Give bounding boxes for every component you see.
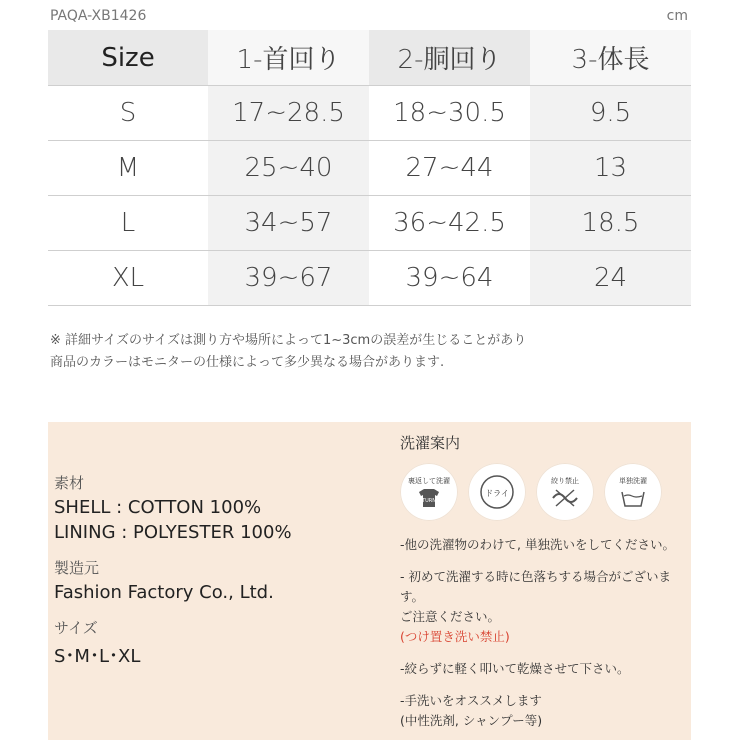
product-info-panel [48,422,691,740]
header-size: Size [48,30,208,85]
dry-icon [468,463,526,521]
header-neck: 1-首回り [208,30,369,85]
header-length: 3-体長 [530,30,691,85]
maker-group [54,557,292,603]
spec-column [54,472,292,682]
size-table-header [48,30,691,86]
material-label: 素材 [54,474,85,492]
hand-wash-icon [604,463,662,521]
wash-icons [400,463,690,521]
cell-chest: 27~44 [405,153,494,183]
table-row [48,86,691,141]
cell-size: S [119,98,137,128]
cell-chest: 18~30.5 [393,98,506,128]
instruction-line: -他の洗濯物のわけて, 単独洗いをしてください。 [400,537,675,552]
instruction-line: -絞らずに軽く叩いて乾燥させて下さい。 [400,661,630,676]
maker-label: 製造元 [54,559,100,577]
cell-neck: 25~40 [208,141,369,195]
size-label: サイズ [54,619,98,637]
cell-chest: 36~42.5 [393,208,506,238]
cell-length: 13 [530,141,691,195]
note-line: ※ 詳細サイズのサイズは測り方や場所によって1~3cmの誤差が生じることがあり [50,333,527,348]
header-chest: 2-胴回り [369,30,530,85]
instruction-line: - 初めて洗濯する時に色落ちする場合がございます。 [400,569,671,604]
cell-neck: 39~67 [208,251,369,305]
wash-column [400,432,690,743]
material-lining: LINING : POLYESTER 100% [54,522,292,543]
wash-instruction [400,535,690,555]
material-group [54,472,292,543]
cell-chest: 39~64 [405,263,494,293]
wash-instruction [400,567,690,647]
cell-length: 9.5 [530,86,691,140]
wash-instruction [400,691,690,731]
table-row [48,141,691,196]
size-table [48,30,691,306]
warning-text: (つけ置き洗い禁止) [400,629,510,644]
turn-over-wash-icon [400,463,458,521]
unit-label: cm [666,8,688,24]
product-code: PAQA-XB1426 [50,8,147,24]
table-row [48,196,691,251]
size-notes [50,330,526,374]
svg-text:TURN: TURN [422,498,436,504]
instruction-line: -手洗いをオススメします [400,693,542,708]
cell-size: XL [111,263,145,293]
cell-length: 24 [530,251,691,305]
note-line: 商品のカラーはモニターの仕様によって多少異なる場合があります. [50,355,445,370]
cell-neck: 17~28.5 [208,86,369,140]
icon-caption: 単独洗濯 [619,477,647,485]
instruction-line: (中性洗剤, シャンプー等) [400,713,543,728]
table-row [48,251,691,306]
cell-neck: 34~57 [208,196,369,250]
instruction-line: ご注意ください。 [400,609,501,624]
cell-size: L [120,208,136,238]
cell-length: 18.5 [530,196,691,250]
maker-value: Fashion Factory Co., Ltd. [54,582,274,603]
cell-size: M [116,153,140,183]
size-group [54,617,292,668]
material-shell: SHELL : COTTON 100% [54,497,262,518]
size-value: S･M･L･XL [54,646,141,667]
wash-title: 洗濯案内 [400,434,461,452]
dry-icon-text: ドライ [485,489,509,498]
no-wring-icon [536,463,594,521]
icon-caption: 絞り禁止 [551,477,579,485]
wash-instruction [400,659,690,679]
icon-caption: 裏返して洗濯 [408,477,450,485]
